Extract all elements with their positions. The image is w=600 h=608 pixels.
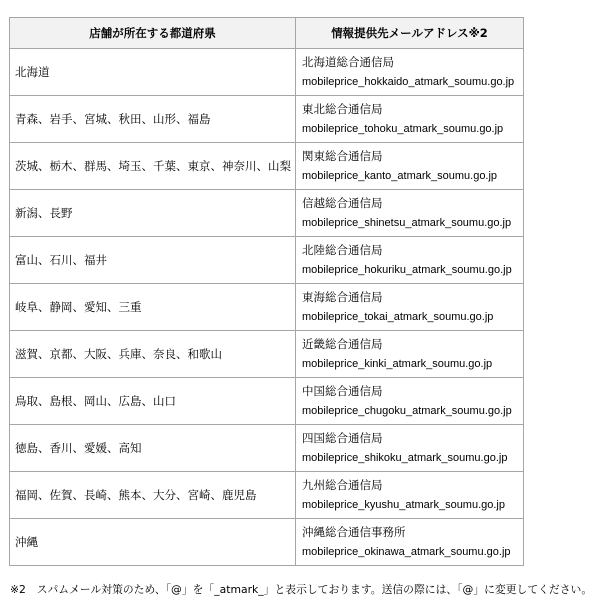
email-address: mobileprice_kinki_atmark_soumu.go.jp	[302, 358, 493, 370]
email-contact-table	[9, 17, 524, 566]
contact-cell	[296, 472, 524, 519]
contact-cell	[296, 143, 524, 190]
contact-cell	[296, 284, 524, 331]
office-name: 中国総合通信局	[302, 384, 383, 398]
prefecture-cell: 青森、岩手、宮城、秋田、山形、福島	[10, 96, 296, 143]
contact-cell	[296, 237, 524, 284]
prefecture-cell: 岐阜、静岡、愛知、三重	[10, 284, 296, 331]
office-name: 東海総合通信局	[302, 290, 383, 304]
column-header-email: 情報提供先メールアドレス※2	[296, 18, 524, 49]
table-row	[10, 425, 524, 472]
table-row	[10, 143, 524, 190]
email-address: mobileprice_shinetsu_atmark_soumu.go.jp	[302, 217, 512, 229]
column-header-prefecture: 店舗が所在する都道府県	[10, 18, 296, 49]
prefecture-cell: 徳島、香川、愛媛、高知	[10, 425, 296, 472]
email-address: mobileprice_hokkaido_atmark_soumu.go.jp	[302, 76, 515, 88]
table-row	[10, 331, 524, 378]
prefecture-cell: 新潟、長野	[10, 190, 296, 237]
prefecture-cell: 北海道	[10, 49, 296, 96]
office-name: 沖縄総合通信事務所	[302, 525, 406, 539]
footnote: ※2 スパムメール対策のため、「@」を「_atmark_」と表示しております。送信の際には、「@」に変更してください。	[10, 583, 593, 596]
contact-cell	[296, 190, 524, 237]
office-name: 信越総合通信局	[302, 196, 383, 210]
contact-cell	[296, 331, 524, 378]
contact-cell	[296, 425, 524, 472]
office-name: 四国総合通信局	[302, 431, 383, 445]
email-address: mobileprice_tokai_atmark_soumu.go.jp	[302, 311, 494, 323]
prefecture-cell: 鳥取、島根、岡山、広島、山口	[10, 378, 296, 425]
email-address: mobileprice_okinawa_atmark_soumu.go.jp	[302, 546, 511, 558]
contact-cell	[296, 49, 524, 96]
prefecture-cell: 富山、石川、福井	[10, 237, 296, 284]
email-address: mobileprice_chugoku_atmark_soumu.go.jp	[302, 405, 512, 417]
email-address: mobileprice_kyushu_atmark_soumu.go.jp	[302, 499, 505, 511]
office-name: 関東総合通信局	[302, 149, 383, 163]
table-row	[10, 378, 524, 425]
prefecture-cell: 福岡、佐賀、長崎、熊本、大分、宮崎、鹿児島	[10, 472, 296, 519]
email-address: mobileprice_hokuriku_atmark_soumu.go.jp	[302, 264, 512, 276]
office-name: 北陸総合通信局	[302, 243, 383, 257]
email-address: mobileprice_tohoku_atmark_soumu.go.jp	[302, 123, 504, 135]
table-row	[10, 472, 524, 519]
table-row	[10, 190, 524, 237]
contact-cell	[296, 378, 524, 425]
table-row	[10, 237, 524, 284]
prefecture-cell: 沖縄	[10, 519, 296, 566]
table-row	[10, 519, 524, 566]
office-name: 東北総合通信局	[302, 102, 383, 116]
email-address: mobileprice_kanto_atmark_soumu.go.jp	[302, 170, 498, 182]
contact-cell	[296, 519, 524, 566]
table-row	[10, 96, 524, 143]
office-name: 九州総合通信局	[302, 478, 383, 492]
email-address: mobileprice_shikoku_atmark_soumu.go.jp	[302, 452, 508, 464]
office-name: 北海道総合通信局	[302, 55, 394, 69]
table-header-row	[10, 18, 524, 49]
prefecture-cell: 茨城、栃木、群馬、埼玉、千葉、東京、神奈川、山梨	[10, 143, 296, 190]
table-row	[10, 49, 524, 96]
prefecture-cell: 滋賀、京都、大阪、兵庫、奈良、和歌山	[10, 331, 296, 378]
office-name: 近畿総合通信局	[302, 337, 383, 351]
contact-cell	[296, 96, 524, 143]
table-row	[10, 284, 524, 331]
